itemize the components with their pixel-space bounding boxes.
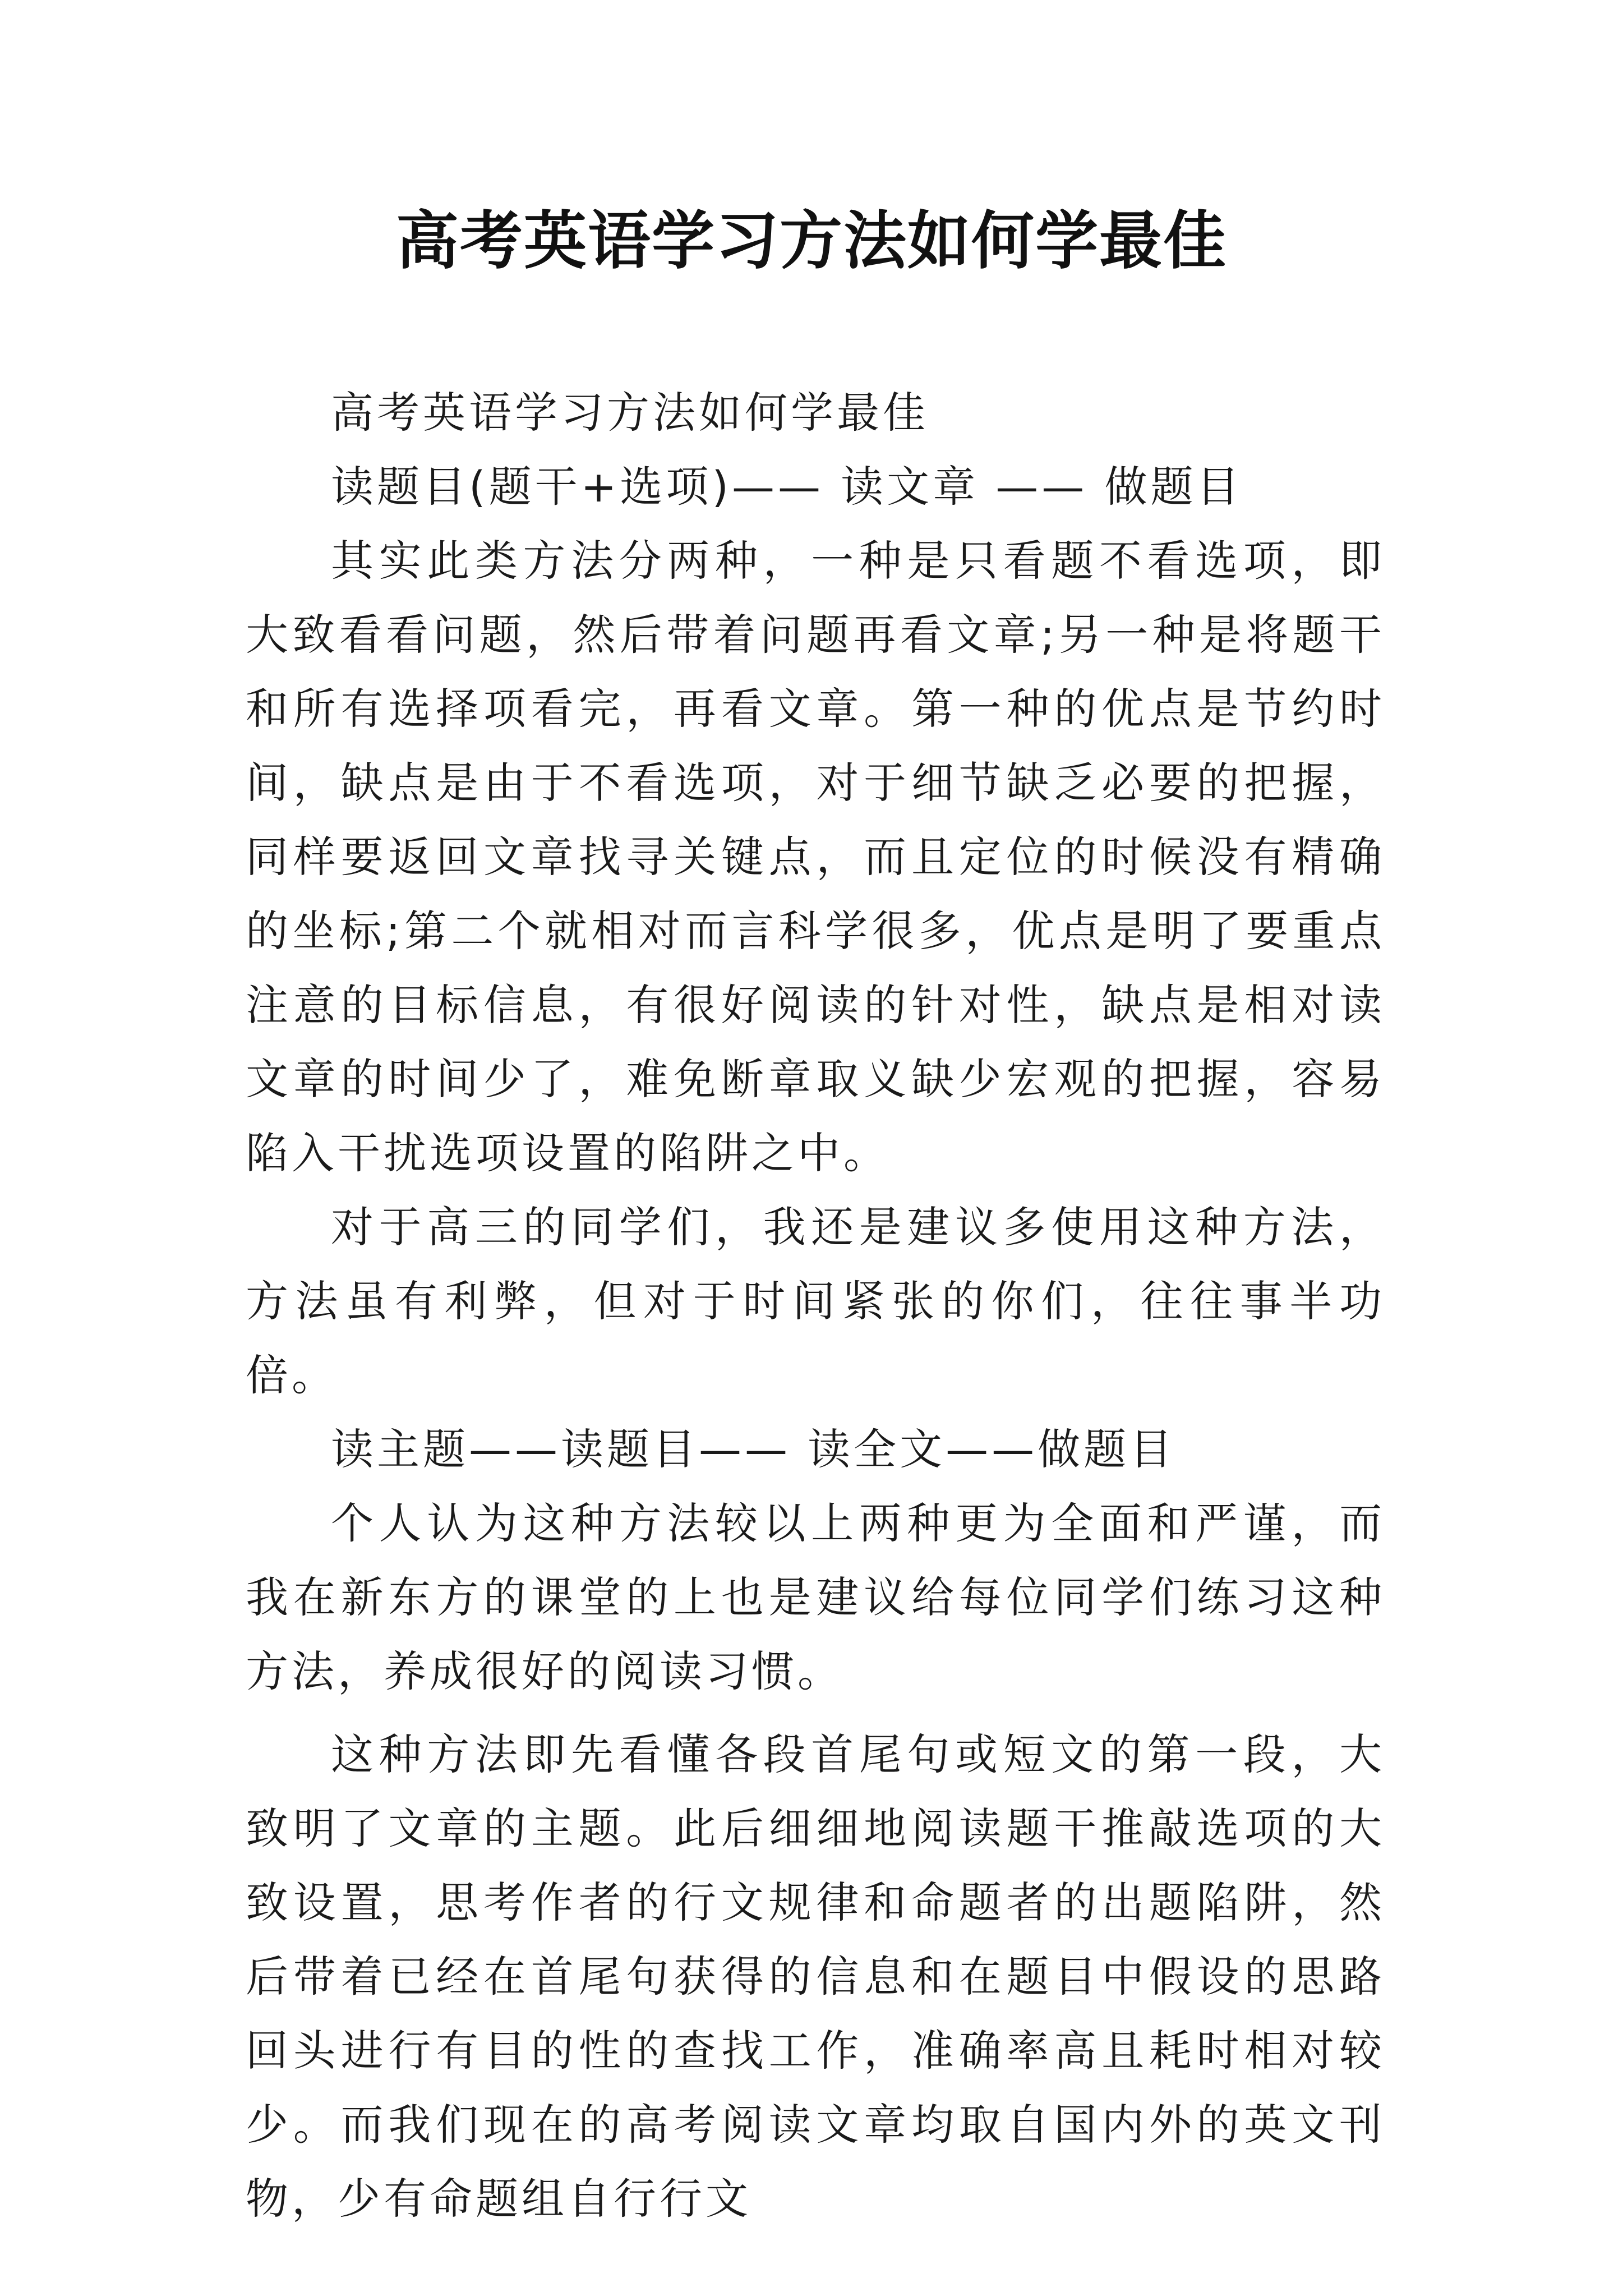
paragraph-method-one: 读题目(题干+选项)—— 读文章 —— 做题目 <box>331 462 1243 512</box>
document-body <box>246 376 1385 2236</box>
paragraph-method-one-explanation: 其实此类方法分两种，一种是只看题不看选项，即大致看看问题，然后带着问题再看文章;另一种是将题干和所有选择项看完，再看文章。第一种的优点是节约时间，缺点是由于不看选项，对于细节缺乏必要的把握，同样要返回文章找寻关键点，而且定位的时候没有精确的坐标;第二个就相对而言科学很多，优点是明了要重点注意的目标信息，有很好阅读的针对性，缺点是相对读文章的时间少了，难免断章取义缺少宏观的把握，容易陷入干扰选项设置的陷阱之中。 <box>246 536 1385 1178</box>
paragraph-method-two: 读主题——读题目—— 读全文——做题目 <box>331 1424 1176 1474</box>
paragraph-advice: 对于高三的同学们，我还是建议多使用这种方法，方法虽有利弊，但对于时间紧张的你们，往往事半功倍。 <box>246 1202 1385 1400</box>
document-title: 高考英语学习方法如何学最佳 <box>396 204 1227 278</box>
paragraph-method-two-opinion: 个人认为这种方法较以上两种更为全面和严谨，而我在新东方的课堂的上也是建议给每位同学们练习这种方法，养成很好的阅读习惯。 <box>246 1498 1385 1696</box>
paragraph-method-two-explanation: 这种方法即先看懂各段首尾句或短文的第一段，大致明了文章的主题。此后细细地阅读题干推敲选项的大致设置，思考作者的行文规律和命题者的出题陷阱，然后带着已经在首尾句获得的信息和在题目中假设的思路回头进行有目的性的查找工作，准确率高且耗时相对较少。而我们现在的高考阅读文章均取自国内外的英文刊物，少有命题组自行行文 <box>246 1729 1385 2224</box>
paragraph-heading: 高考英语学习方法如何学最佳 <box>331 388 929 438</box>
